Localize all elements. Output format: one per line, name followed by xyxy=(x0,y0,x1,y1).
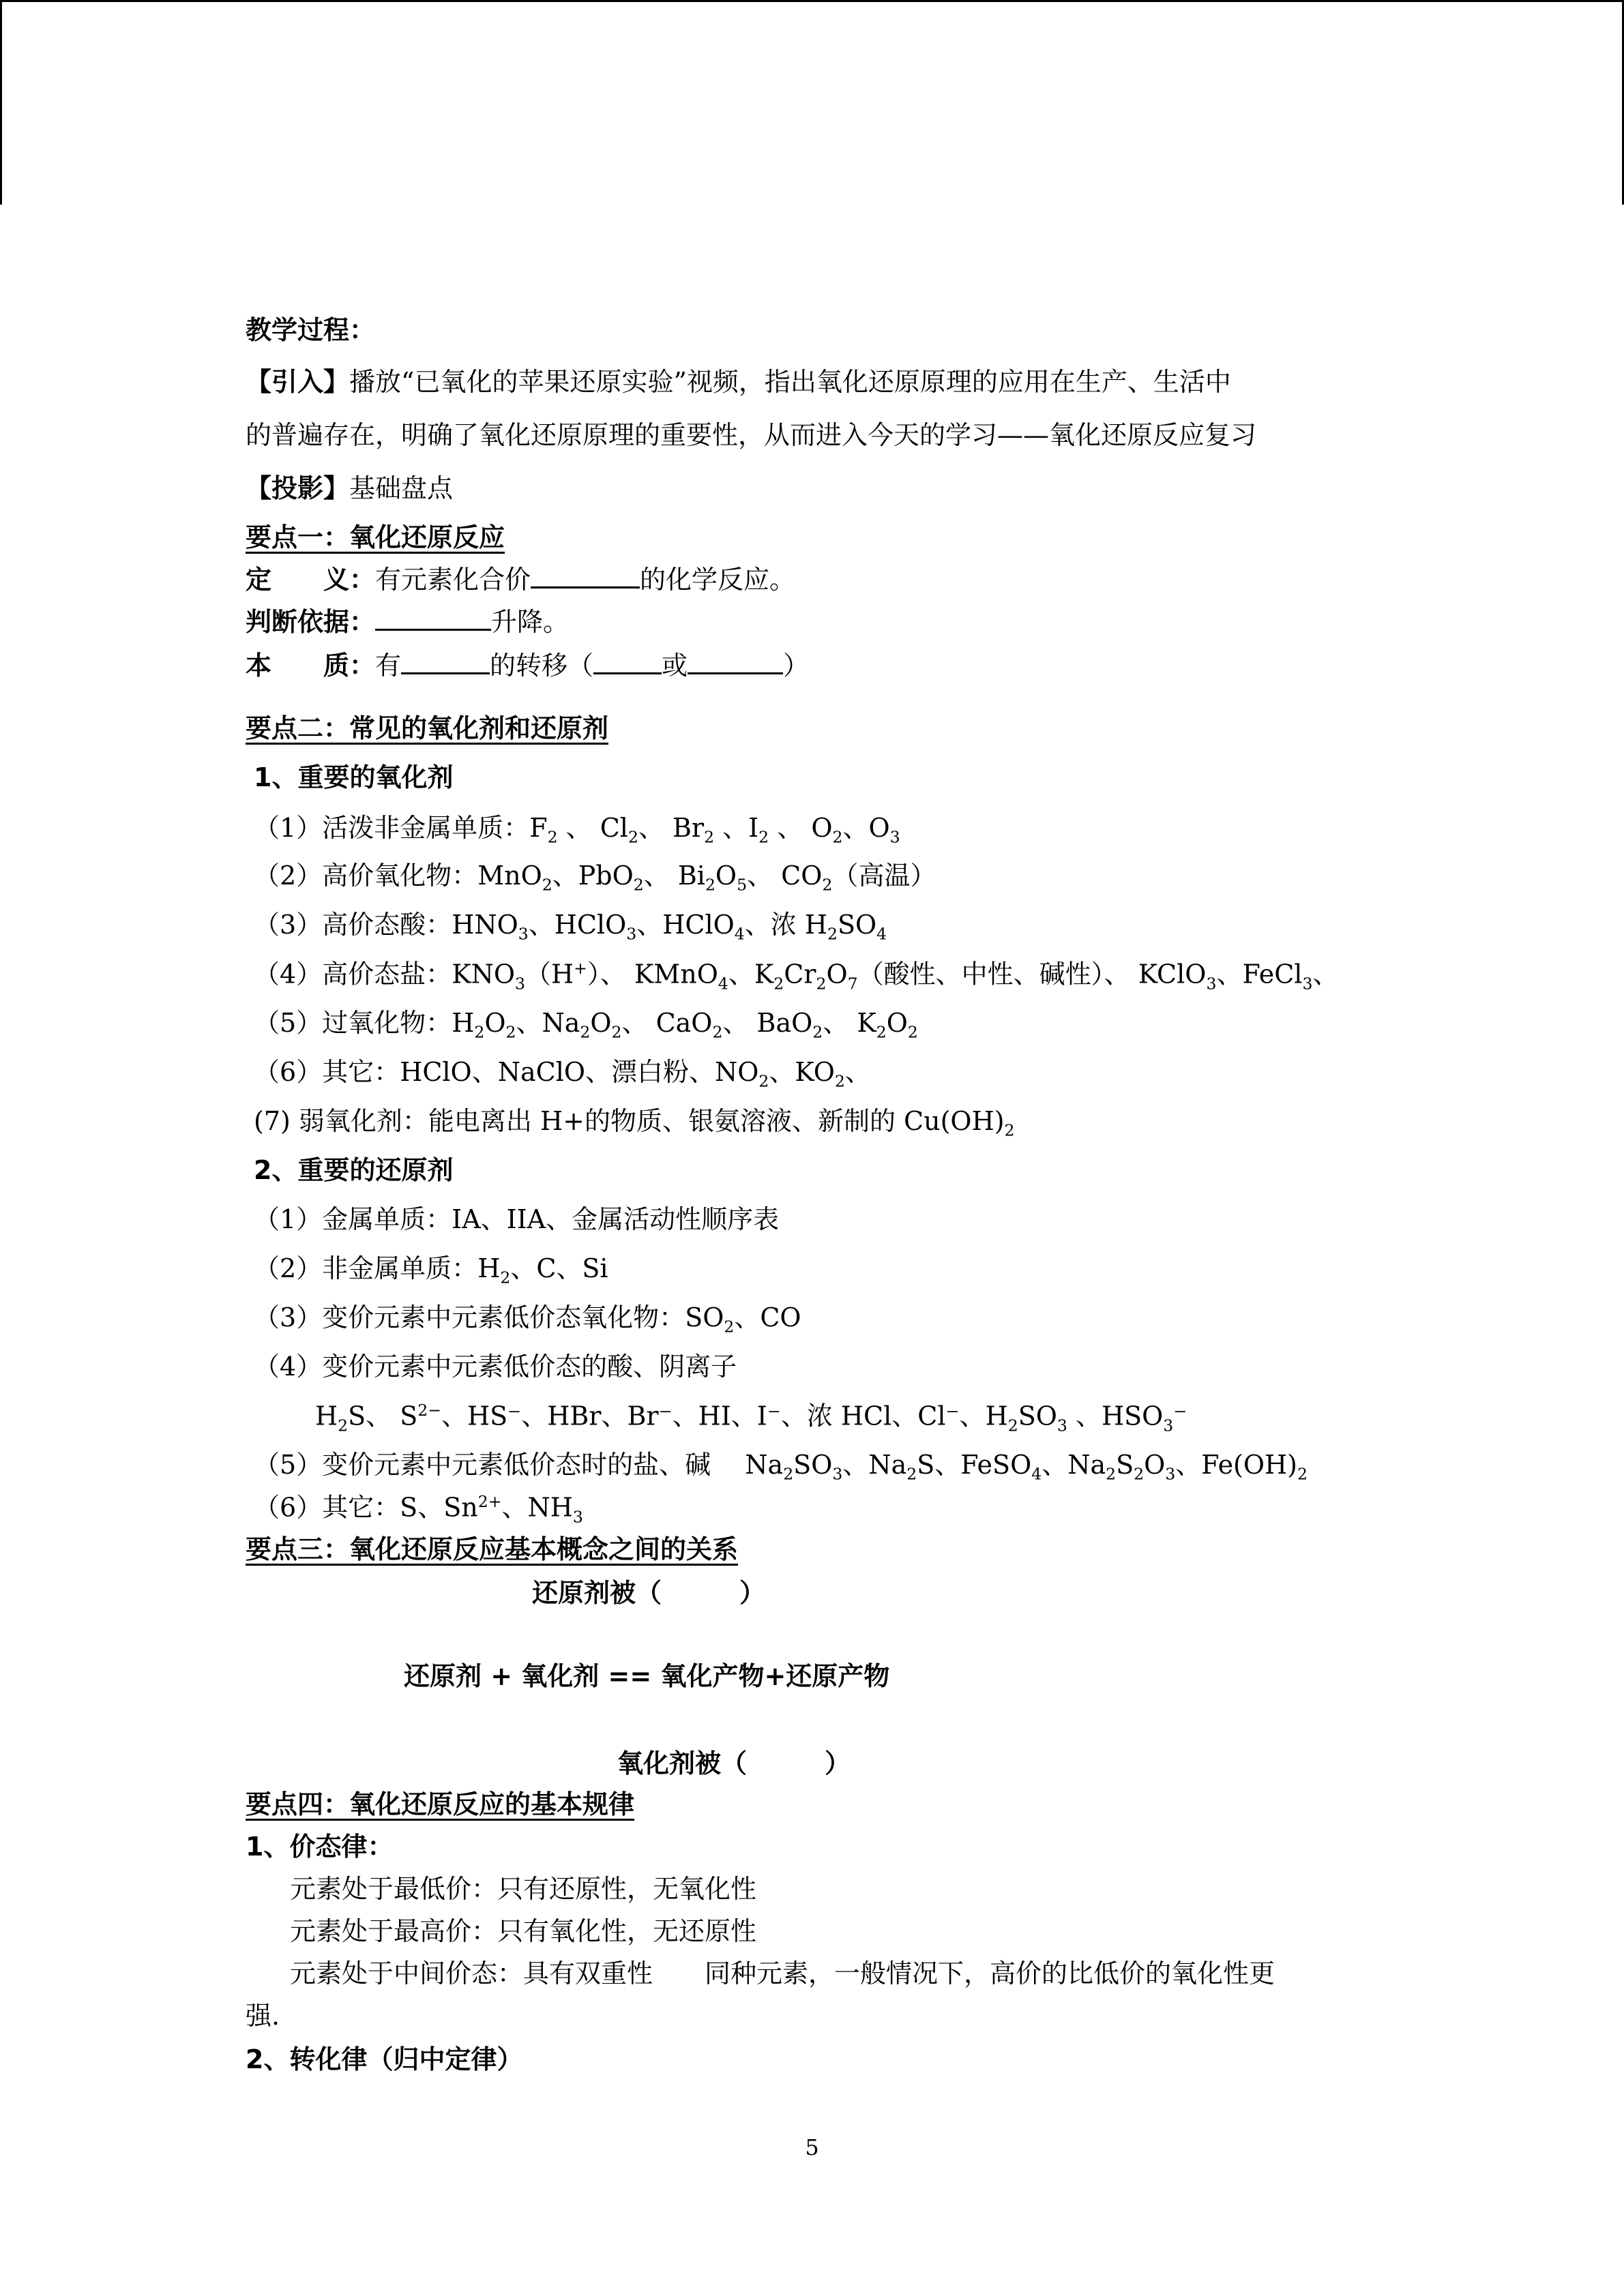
point4-heading: 要点四：氧化还原反应的基本规律 xyxy=(246,1789,635,1819)
essence-blank-3[interactable] xyxy=(688,649,783,674)
law1-middle-cont: 强. xyxy=(246,2001,280,2031)
point2-heading: 要点二：常见的氧化剂和还原剂 xyxy=(246,713,609,743)
reducer-item-2-label: （2）非金属单质： xyxy=(254,1253,478,1283)
section-title: 教学过程： xyxy=(246,315,376,345)
projection-label: 【投影】 xyxy=(246,473,350,503)
essence-text-a: 有 xyxy=(375,651,402,681)
oxidizer-item-7: (7) 弱氧化剂：能电离出 H+的物质、银氨溶液、新制的 $Cu(OH)_2$ xyxy=(254,1106,1015,1140)
reducer-item-4: （4）变价元素中元素低价态的酸、阴离子 xyxy=(254,1352,737,1382)
reducer-item-6: （6）其它：S、$Sn^{2+}$、$NH_3$ xyxy=(254,1492,583,1527)
oxidizer-item-5: （5）过氧化物：$H_2O_2$、$Na_2O_2$、 CaO$_2$、 BaO$_2$、 $K_2O_2$ xyxy=(254,1008,918,1042)
oxidizer-item-6-label: （6）其它： xyxy=(254,1057,400,1087)
essence-text-b: 的转移（ xyxy=(490,651,594,681)
essence-text-c: 或 xyxy=(662,651,688,681)
intro-label: 【引入】 xyxy=(246,367,350,397)
definition-line xyxy=(246,563,795,596)
reducer-item-2: （2）非金属单质：$H_2$、C、Si xyxy=(254,1253,608,1287)
oxidizer-item-4-mid: （酸性、中性、碱性）、 xyxy=(857,959,1130,989)
oxidizer-item-1-label: （1）活泼非金属单质： xyxy=(254,813,530,843)
page-left-border xyxy=(0,0,2,205)
essence-blank-1[interactable] xyxy=(401,649,490,674)
projection-text: 基础盘点 xyxy=(349,473,454,503)
essence-line xyxy=(246,649,809,682)
oxidizer-relation-label: 氧化剂被（ ） xyxy=(617,1748,851,1778)
essence-blank-2[interactable] xyxy=(593,649,662,674)
reducer-relation-label: 还原剂被（ ） xyxy=(532,1578,766,1608)
reducer-item-3-label: （3）变价元素中元素低价态氧化物： xyxy=(254,1302,685,1332)
oxidizer-item-6-text: HClO、NaClO、漂白粉、 xyxy=(400,1057,715,1087)
oxidizer-item-3-tail: 、浓 xyxy=(744,910,797,940)
judge-blank[interactable] xyxy=(375,606,491,631)
redox-equation: 还原剂 + 氧化剂 == 氧化产物+还原产物 xyxy=(404,1661,890,1691)
oxidizer-item-1: （1）活泼非金属单质：$F_2$ 、 $Cl_2$、 $Br_2$ 、$I_2$ 、 $O_2$、$O_3$ xyxy=(254,813,900,847)
judge-label: 判断依据： xyxy=(246,607,376,638)
law1-title: 1、价态律： xyxy=(246,1832,394,1862)
reducer-item-5: （5）变价元素中元素低价态时的盐、碱 $Na_2SO_3$、$Na_2S$、FeSO$_4$、$Na_2S_2O_3$、$Fe(OH)_2$ xyxy=(254,1450,1308,1484)
intro-line-2: 的普遍存在，明确了氧化还原原理的重要性，从而进入今天的学习——氧化还原反应复习 xyxy=(246,420,1257,450)
essence-label: 本 质： xyxy=(246,651,376,681)
definition-text-b: 的化学反应。 xyxy=(640,565,796,595)
reducer-item-5-label: （5）变价元素中元素低价态时的盐、碱 xyxy=(254,1450,711,1480)
point3-heading: 要点三：氧化还原反应基本概念之间的关系 xyxy=(246,1534,739,1564)
oxidizer-item-3: （3）高价态酸：$HNO_3$、HClO$_3$、HClO$_4$、浓 $H_2SO_4$ xyxy=(254,910,887,944)
reducer-item-6-label: （6）其它：S、 xyxy=(254,1492,444,1523)
law1-lowest: 元素处于最低价：只有还原性，无氧化性 xyxy=(290,1874,757,1904)
oxidizer-item-2: （2）高价氧化物：MnO$_2$、PbO$_2$、 $Bi_2O_5$、 $CO_2$（高温） xyxy=(254,861,936,895)
oxidizers-title: 1、重要的氧化剂 xyxy=(254,762,454,792)
oxidizer-item-2-tail: （高温） xyxy=(832,861,936,891)
reducers-title: 2、重要的还原剂 xyxy=(254,1155,454,1185)
projection-line xyxy=(246,473,453,505)
definition-blank[interactable] xyxy=(531,563,640,588)
law1-highest: 元素处于最高价：只有氧化性，无还原性 xyxy=(290,1916,757,1946)
point1-heading: 要点一：氧化还原反应 xyxy=(246,522,505,552)
page-top-border xyxy=(0,0,1624,2)
law2-title: 2、转化律（归中定律） xyxy=(246,2044,523,2074)
oxidizer-item-3-label: （3）高价态酸： xyxy=(254,910,452,940)
definition-label: 定 义： xyxy=(246,565,376,595)
intro-line-1 xyxy=(246,367,1231,398)
reducer-item-4-text: 、HBr、Br⁻、HI、I⁻、浓 HCl、Cl⁻、 xyxy=(521,1401,986,1431)
reducer-item-4-list: $H_2S$、 $S^{2-}$、HS⁻、HBr、Br⁻、HI、I⁻、浓 HCl、Cl⁻、$H_2SO_3$ 、$HSO_3^-$ xyxy=(315,1401,1187,1435)
intro-text-1: 播放“已氧化的苹果还原实验”视频，指出氧化还原原理的应用在生产、生活中 xyxy=(349,367,1231,397)
oxidizer-item-2-label: （2）高价氧化物： xyxy=(254,861,478,891)
oxidizer-item-7-text: (7) 弱氧化剂：能电离出 H+的物质、银氨溶液、新制的 xyxy=(254,1106,896,1136)
judge-line xyxy=(246,606,569,638)
oxidizer-item-4: （4）高价态盐：$KNO_3(H^+)$、 KMnO$_4$、$K_2Cr_2O_7$（酸性、中性、碱性）、 KClO$_3$、FeCl$_3$、 xyxy=(254,959,1339,994)
oxidizer-item-4-label: （4）高价态盐： xyxy=(254,959,452,989)
essence-text-d: ） xyxy=(783,651,810,681)
oxidizer-item-6: （6）其它：HClO、NaClO、漂白粉、$NO_2$、$KO_2$、 xyxy=(254,1057,871,1091)
page-number: 5 xyxy=(805,2134,819,2160)
reducer-item-1: （1）金属单质：IA、IIA、金属活动性顺序表 xyxy=(254,1204,780,1234)
law1-middle: 元素处于中间价态：具有双重性 同种元素，一般情况下，高价的比低价的氧化性更 xyxy=(290,1958,1275,1988)
definition-text-a: 有元素化合价 xyxy=(375,565,531,595)
oxidizer-item-5-label: （5）过氧化物： xyxy=(254,1008,452,1038)
reducer-item-3: （3）变价元素中元素低价态氧化物：$SO_2$、CO xyxy=(254,1302,801,1337)
judge-text: 升降。 xyxy=(491,607,570,638)
